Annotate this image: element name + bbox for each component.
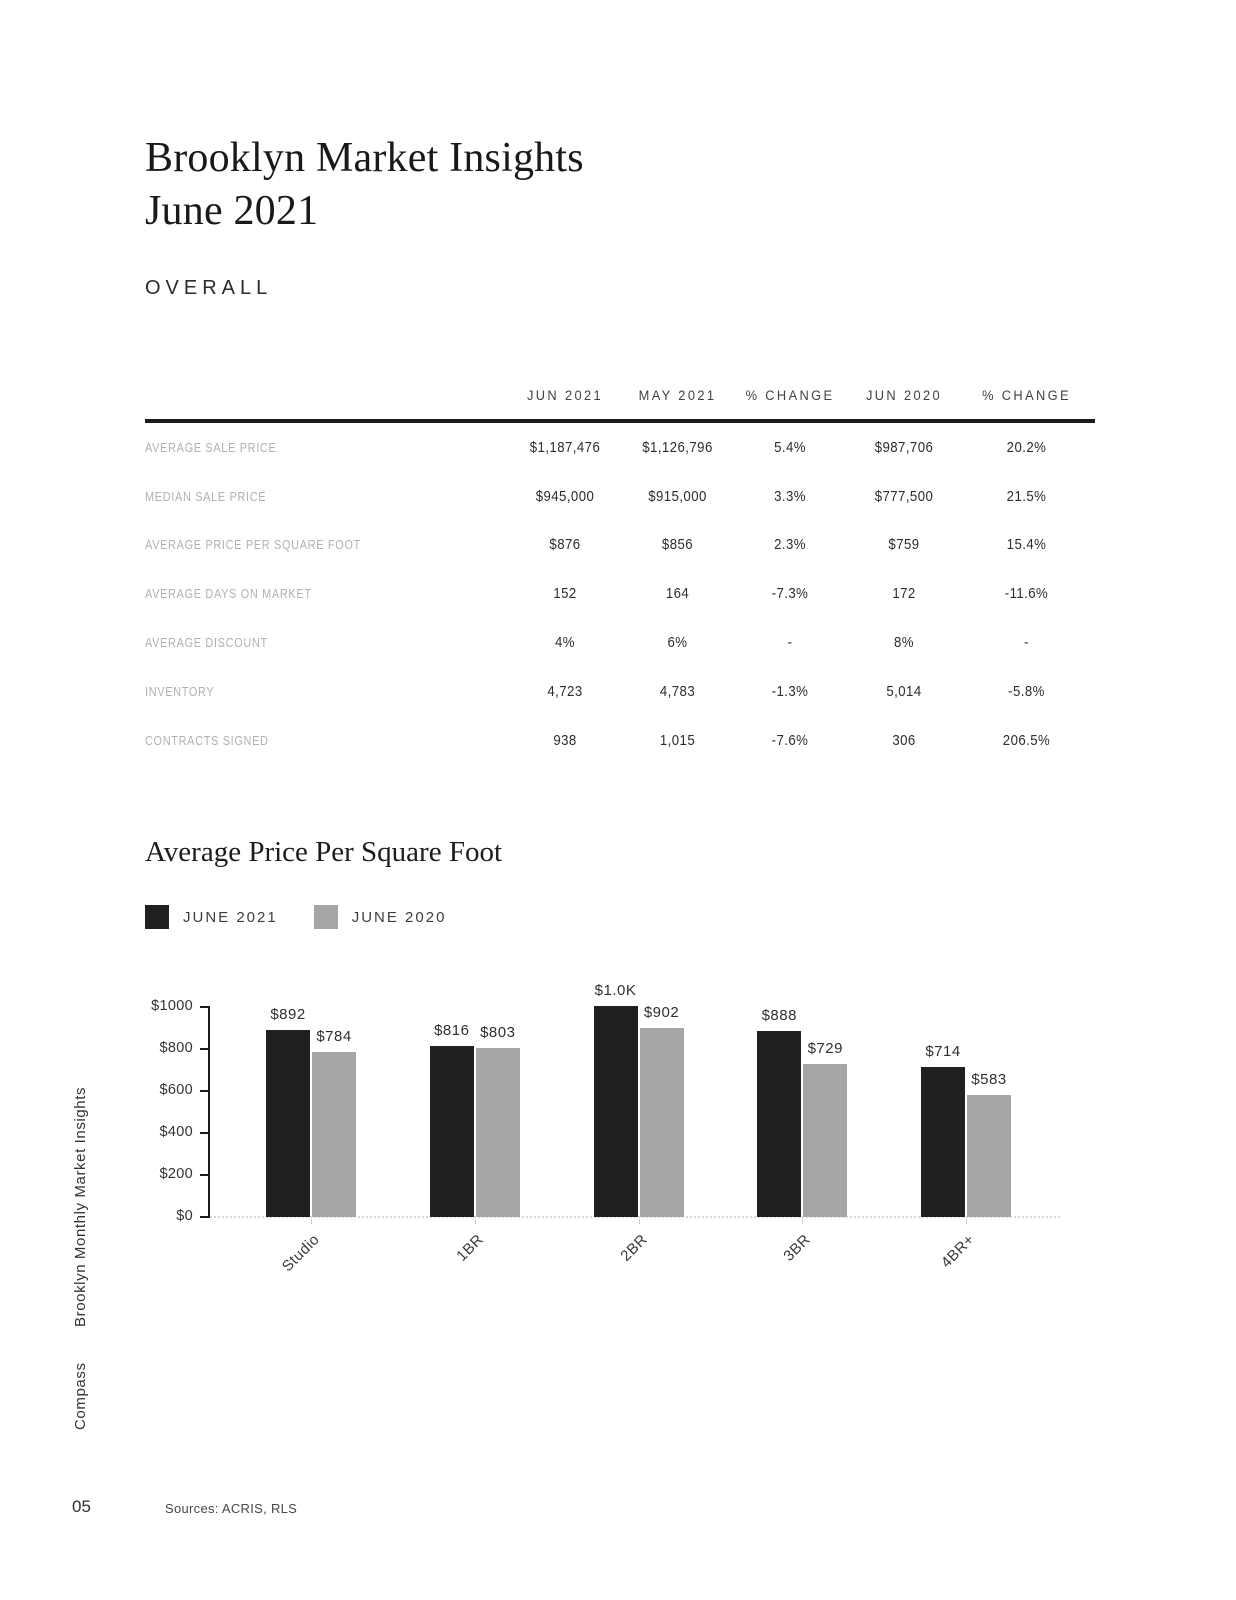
y-axis-label: $1000 xyxy=(151,998,193,1014)
table-cell: $945,000 xyxy=(535,487,595,505)
y-axis-tick xyxy=(200,1090,208,1092)
table-cell: $777,500 xyxy=(874,487,934,505)
chart-bar-value-label: $784 xyxy=(316,1028,352,1046)
chart-bar xyxy=(967,1070,1011,1217)
chart-bar-group xyxy=(594,982,684,1265)
page-title-line1: Brooklyn Market Insights xyxy=(145,135,584,181)
chart-bar xyxy=(266,1005,310,1217)
table-cell: $856 xyxy=(661,536,694,554)
sources-label: Sources: ACRIS, RLS xyxy=(165,1501,298,1516)
x-axis-category-label: Studio xyxy=(278,1231,324,1276)
x-axis-tick xyxy=(966,1219,967,1224)
table-cell: 2.3% xyxy=(774,536,806,554)
y-axis-tick xyxy=(200,1048,208,1050)
x-axis-category-label: 2BR xyxy=(616,1231,651,1265)
page-number: 05 xyxy=(72,1497,91,1516)
table-cell: -1.3% xyxy=(771,682,809,700)
y-axis-label: $600 xyxy=(159,1082,193,1098)
chart-bar-group xyxy=(430,1007,520,1265)
chart-bar-value-label: $714 xyxy=(925,1043,961,1061)
table-cell: - xyxy=(1024,634,1029,652)
table-row-label: AVERAGE DAYS ON MARKET xyxy=(145,586,312,602)
chart-bar xyxy=(312,1028,356,1217)
x-axis-tick xyxy=(802,1219,803,1224)
table-row-label: MEDIAN SALE PRICE xyxy=(145,488,267,504)
table-cell: 306 xyxy=(892,731,916,749)
table-cell: $1,187,476 xyxy=(529,438,601,456)
chart-bar-group xyxy=(757,1006,847,1265)
chart-bar-value-label: $1.0K xyxy=(594,982,637,1000)
legend-swatch-june-2020 xyxy=(314,905,338,929)
y-axis-label: $0 xyxy=(176,1208,193,1224)
x-axis-category-label: 4BR+ xyxy=(937,1231,979,1272)
chart-bar-group xyxy=(266,1005,356,1276)
table-row xyxy=(145,521,1095,570)
page-title xyxy=(145,132,584,238)
table-cell: 1,015 xyxy=(659,731,696,749)
chart-bar-value-label: $888 xyxy=(761,1006,797,1024)
chart-bar-value-label: $583 xyxy=(971,1070,1007,1088)
chart-bar xyxy=(921,1043,965,1217)
table-row xyxy=(145,472,1095,521)
chart-groups xyxy=(208,982,1060,1276)
chart-bar-value-label: $729 xyxy=(807,1039,843,1057)
table-row-label: AVERAGE DISCOUNT xyxy=(145,635,268,651)
chart-legend xyxy=(145,905,446,929)
chart-bar-value-label: $902 xyxy=(643,1003,680,1021)
y-axis-tick xyxy=(200,1006,208,1008)
page-title-line2: June 2021 xyxy=(145,188,319,234)
table-row-label: AVERAGE SALE PRICE xyxy=(145,439,277,455)
table-cell: 164 xyxy=(665,585,690,603)
table-cell: $759 xyxy=(888,536,920,554)
chart-bar-value-label: $816 xyxy=(434,1021,470,1039)
table-cell: 21.5% xyxy=(1006,487,1047,505)
table-row-label: CONTRACTS SIGNED xyxy=(145,732,269,748)
x-axis-category-label: 1BR xyxy=(453,1231,487,1265)
x-axis-tick xyxy=(311,1219,312,1224)
y-axis-label: $400 xyxy=(159,1124,193,1140)
y-axis-tick xyxy=(200,1132,208,1134)
chart-bar xyxy=(757,1006,801,1217)
sidebar-brand-label: Compass xyxy=(72,1362,89,1430)
table-cell: 172 xyxy=(892,585,916,603)
table-row-label: INVENTORY xyxy=(145,683,215,699)
table-cell: 5.4% xyxy=(774,438,806,456)
table-cell: -7.3% xyxy=(771,585,809,603)
column-header-jun-2020: JUN 2020 xyxy=(865,387,943,403)
table-cell: - xyxy=(787,634,793,652)
table-cell: 15.4% xyxy=(1006,536,1047,554)
table-cell: 152 xyxy=(553,585,577,603)
table-cell: $1,126,796 xyxy=(642,438,713,456)
chart-bar xyxy=(594,982,638,1217)
table-cell: -7.6% xyxy=(771,731,809,749)
table-cell: 4,783 xyxy=(659,682,696,700)
table-header-row xyxy=(145,383,1095,407)
table-rows xyxy=(145,423,1095,765)
chart-bar xyxy=(430,1021,474,1217)
legend-item-june-2020 xyxy=(314,905,447,929)
x-axis-tick xyxy=(475,1219,476,1224)
table-row-label: AVERAGE PRICE PER SQUARE FOOT xyxy=(145,537,361,553)
section-label: OVERALL xyxy=(145,277,273,299)
y-axis-tick xyxy=(200,1216,208,1218)
table-row xyxy=(145,618,1095,667)
table-cell: 3.3% xyxy=(774,487,806,505)
table-cell: $987,706 xyxy=(874,438,934,456)
column-header-pct-change-1: % CHANGE xyxy=(745,387,835,403)
table-cell: 4% xyxy=(555,634,575,652)
y-axis-label: $800 xyxy=(159,1040,193,1056)
chart-bar-value-label: $892 xyxy=(270,1005,306,1023)
column-header-may-2021: MAY 2021 xyxy=(638,387,717,403)
table-row xyxy=(145,716,1095,765)
table-row xyxy=(145,423,1095,472)
x-axis-tick xyxy=(639,1219,640,1224)
chart-bar-group xyxy=(921,1007,1011,1272)
bar-chart xyxy=(145,982,1060,1276)
table-cell: 8% xyxy=(894,634,914,652)
table-cell: -5.8% xyxy=(1008,682,1045,700)
column-header-pct-change-2: % CHANGE xyxy=(982,387,1071,403)
chart-bar xyxy=(476,1024,520,1217)
y-axis-tick xyxy=(200,1174,208,1176)
sidebar-vertical-title: Brooklyn Monthly Market Insights xyxy=(72,1086,89,1327)
y-axis-label: $200 xyxy=(159,1166,193,1182)
table-cell: 6% xyxy=(667,634,688,652)
table-cell: 5,014 xyxy=(886,682,922,700)
chart-bar xyxy=(803,1039,847,1217)
table-row xyxy=(145,667,1095,716)
table-cell: $876 xyxy=(549,536,581,554)
chart-title: Average Price Per Square Foot xyxy=(145,836,503,868)
table-cell: -11.6% xyxy=(1004,585,1049,603)
chart-bar xyxy=(640,1003,684,1217)
overview-table xyxy=(145,383,1095,765)
legend-label-june-2021: JUNE 2021 xyxy=(183,908,278,926)
table-row xyxy=(145,569,1095,618)
table-cell: 20.2% xyxy=(1006,438,1047,456)
legend-label-june-2020: JUNE 2020 xyxy=(351,908,447,926)
table-cell: 206.5% xyxy=(1002,731,1051,749)
chart-bar-value-label: $803 xyxy=(480,1024,516,1042)
legend-swatch-june-2021 xyxy=(145,905,169,929)
column-header-jun-2021: JUN 2021 xyxy=(526,387,604,403)
table-cell: 4,723 xyxy=(547,682,583,700)
table-cell: $915,000 xyxy=(648,487,707,505)
table-cell: 938 xyxy=(553,731,577,749)
x-axis-category-label: 3BR xyxy=(780,1231,815,1265)
legend-item-june-2021 xyxy=(145,905,278,929)
